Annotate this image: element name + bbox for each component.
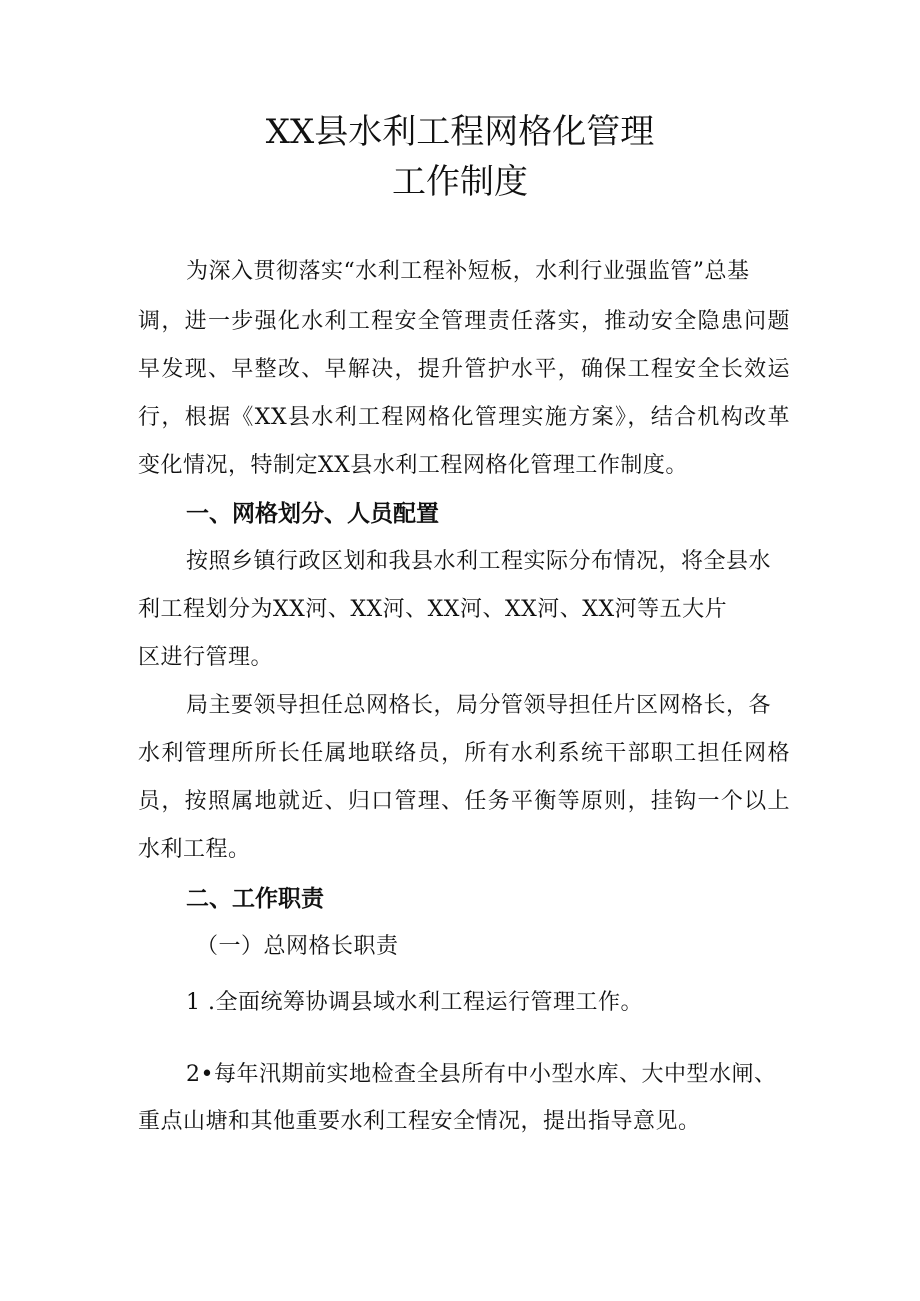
intro-line-2: 调，进一步强化水利工程安全管理责任落实，推动安全隐患问题 [138,309,790,334]
section-1-para-2-line-4: 水利工程。 [138,837,251,862]
intro-line-5: 变化情况，特制定XX县水利工程网格化管理工作制度。 [138,453,688,478]
section-2-item-2-line-2: 重点山塘和其他重要水利工程安全情况，提出指导意见。 [138,1109,701,1134]
section-2-item-1: 1 .全面统筹协调县域水利工程运行管理工作。 [186,990,643,1015]
section-1-para-2-line-2: 水利管理所所长任属地联络员，所有水利系统干部职工担任网格 [138,741,790,766]
section-1-para-2-line-1: 局主要领导担任总网格长，局分管领导担任片区网格长，各 [186,693,772,718]
intro-line-4: 行，根据《XX县水利工程网格化管理实施方案》，结合机构改革 [138,405,790,430]
section-1-heading: 一、网格划分、人员配置 [186,501,439,527]
document-title-line-2: 工作制度 [392,162,528,202]
document-title-line-1: XX县水利工程网格化管理 [265,112,655,152]
section-2-heading: 二、工作职责 [186,886,324,912]
intro-line-3: 早发现、早整改、早解决，提升管护水平，确保工程安全长效运 [138,357,790,382]
section-2-item-2-line-1: 2•每年汛期前实地检查全县所有中小型水库、大中型水闸、 [186,1062,777,1087]
section-2-subheading-1: （一）总网格长职责 [196,934,399,959]
section-1-para-1-line-1: 按照乡镇行政区划和我县水利工程实际分布情况，将全县水 [186,549,772,574]
intro-line-1: 为深入贯彻落实“水利工程补短板，水利行业强监管”总基 [186,259,750,284]
section-1-para-2-line-3: 员，按照属地就近、归口管理、任务平衡等原则，挂钩一个以上 [138,789,790,814]
section-1-para-1-line-2: 利工程划分为XX河、XX河、XX河、XX河、XX河等五大片 [138,597,728,622]
section-1-para-1-line-3: 区进行管理。 [138,645,274,670]
